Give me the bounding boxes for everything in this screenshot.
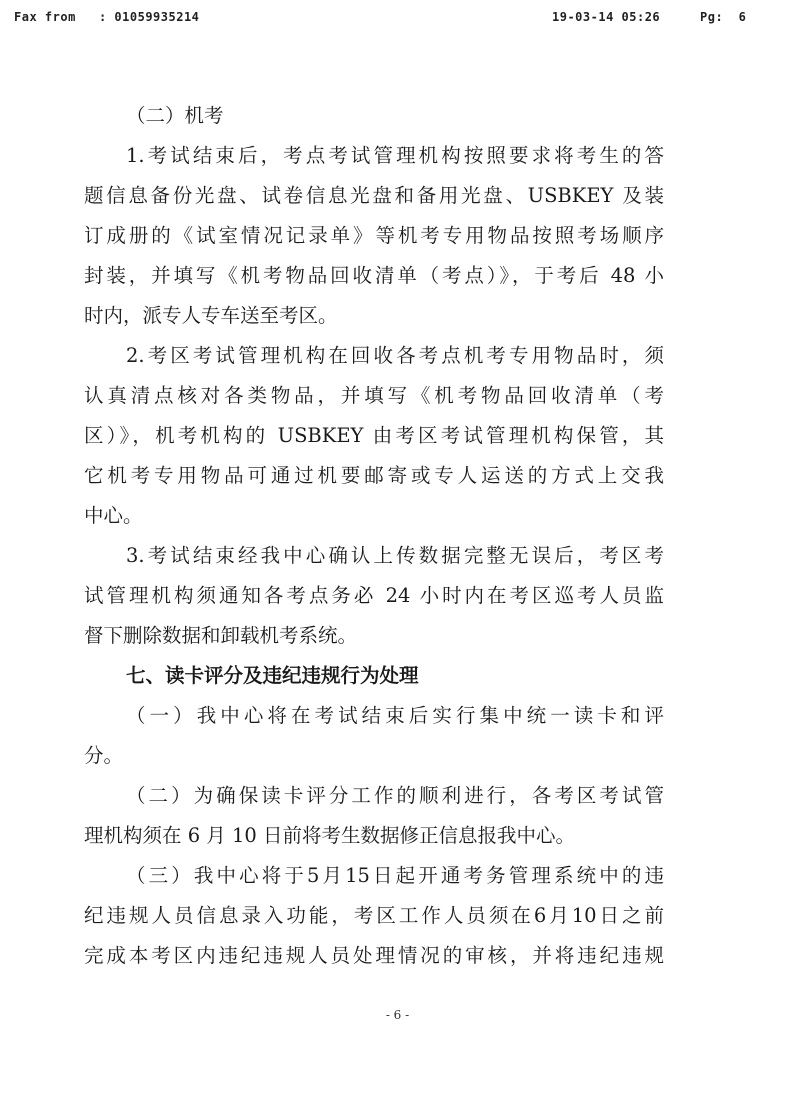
paragraph-line: 题信息备份光盘、试卷信息光盘和备用光盘、USBKEY 及装 — [84, 184, 664, 207]
paragraph-line: 3.考试结束经我中心确认上传数据完整无误后，考区考 — [126, 544, 664, 567]
page-number: - 6 - — [385, 1008, 410, 1022]
fax-header — [0, 10, 795, 26]
paragraph-line: 订成册的《试室情况记录单》等机考专用物品按照考场顺序 — [84, 224, 664, 247]
paragraph-line: 认真清点核对各类物品，并填写《机考物品回收清单（考 — [84, 384, 664, 407]
document-body — [84, 96, 664, 976]
paragraph-line: 分。 — [84, 744, 124, 767]
paragraph-line: 它机考专用物品可通过机要邮寄或专人运送的方式上交我 — [84, 464, 664, 487]
paragraph-line: 理机构须在 6 月 10 日前将考生数据修正信息报我中心。 — [84, 824, 576, 847]
paragraph-line: 中心。 — [84, 504, 143, 527]
paragraph-line: 1.考试结束后，考点考试管理机构按照要求将考生的答 — [126, 144, 664, 167]
paragraph-line: 完成本考区内违纪违规人员处理情况的审核，并将违纪违规 — [84, 944, 664, 967]
paragraph-line: 2.考区考试管理机构在回收各考点机考专用物品时，须 — [126, 344, 664, 367]
paragraph-line: 时内，派专人专车送至考区。 — [84, 304, 338, 327]
paragraph-line: （三）我中心将于5月15日起开通考务管理系统中的违 — [126, 864, 664, 887]
paragraph-line: 纪违规人员信息录入功能，考区工作人员须在6月10日之前 — [84, 904, 664, 927]
paragraph-line: 试管理机构须通知各考点务必 24 小时内在考区巡考人员监 — [84, 584, 664, 607]
paragraph-line: （一）我中心将在考试结束后实行集中统一读卡和评 — [126, 704, 664, 727]
paragraph-line: 督下删除数据和卸载机考系统。 — [84, 624, 358, 647]
paragraph-line: （二）为确保读卡评分工作的顺利进行，各考区考试管 — [126, 784, 664, 807]
fax-page-indicator: Pg: 6 — [700, 10, 747, 24]
section-title: （二）机考 — [126, 104, 224, 127]
fax-datetime: 19-03-14 05:26 — [552, 10, 661, 24]
section-heading-7: 七、读卡评分及违纪违规行为处理 — [126, 664, 419, 687]
fax-from: Fax from : 01059935214 — [14, 10, 200, 24]
paragraph-line: 封装，并填写《机考物品回收清单（考点）》，于考后 48 小 — [84, 264, 664, 287]
paragraph-line: 区）》，机考机构的 USBKEY 由考区考试管理机构保管，其 — [84, 424, 664, 447]
